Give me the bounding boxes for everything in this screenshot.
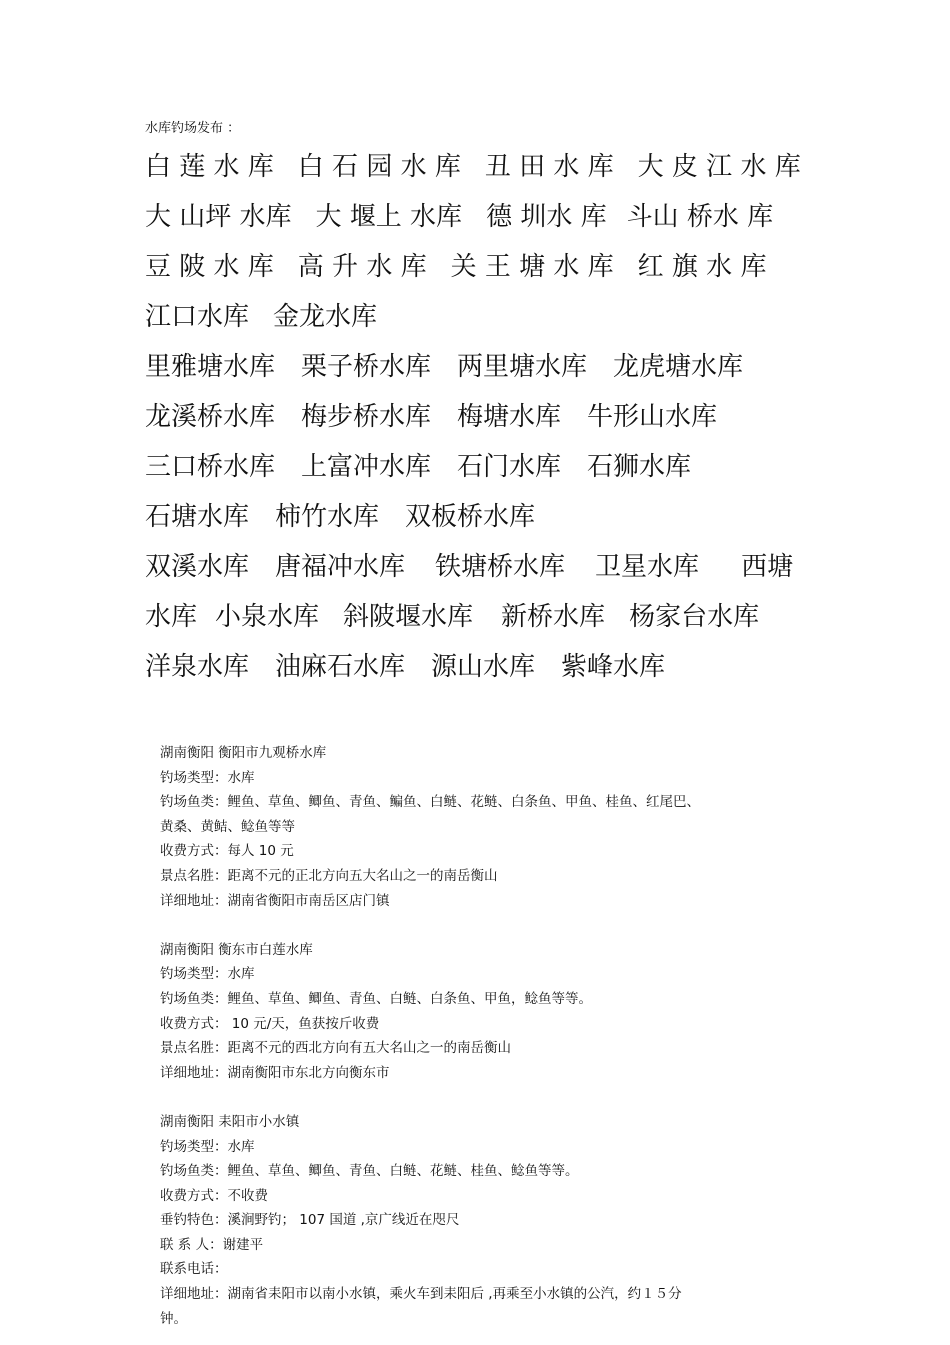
record-line: 钓场鱼类：鲤鱼、草鱼、鲫鱼、青鱼、白鲢、白条鱼、甲鱼，鲶鱼等等。: [160, 990, 592, 1007]
reservoir-name: 丑 田 水 库: [484, 152, 614, 182]
reservoir-name: 石塘水库: [145, 502, 250, 532]
reservoir-name: 上富冲水库: [301, 452, 432, 482]
fishing-spot-record: [160, 938, 820, 1086]
record-line: 景点名胜：距离不元的西北方向有五大名山之一的南岳衡山: [160, 1040, 511, 1057]
record-line: 景点名胜：距离不元的正北方向五大名山之一的南岳衡山: [160, 867, 498, 884]
intro-heading: 水库钓场发布 ：: [145, 121, 241, 136]
fishing-spot-record: [160, 1110, 820, 1331]
reservoir-name: 白 莲 水 库: [145, 152, 274, 182]
record-line: 联 系 人：谢建平: [160, 1236, 264, 1253]
reservoir-name: 白 石 园 水 库: [297, 152, 461, 182]
reservoir-name: 斗山 桥水 库: [626, 202, 774, 232]
reservoir-name: 铁塘桥水库: [435, 552, 566, 582]
record-line: 黄桑、黄鲒、鲶鱼等等: [160, 818, 295, 835]
reservoir-name: 小泉水库: [215, 602, 320, 632]
reservoir-name: 龙虎塘水库: [613, 352, 744, 382]
reservoir-name: 油麻石水库: [275, 652, 406, 682]
reservoir-name: 双溪水库: [145, 552, 250, 582]
record-title: 湖南衡阳 衡阳市九观桥水库: [160, 745, 327, 761]
reservoir-line: [145, 492, 825, 542]
record-title: 湖南衡阳 衡东市白莲水库: [160, 941, 313, 958]
record-line: 钓场鱼类：鲤鱼、草鱼、鲫鱼、青鱼、白鲢、花鲢、桂鱼、鲶鱼等等。: [160, 1163, 579, 1180]
reservoir-name: 大 堰上 水库: [315, 202, 463, 232]
reservoir-name: 江口水库: [145, 302, 250, 332]
record-line: 收费方式： 10 元/天，鱼获按斤收费: [160, 1015, 380, 1032]
record-title: 湖南衡阳 耒阳市小水镇: [160, 1113, 300, 1130]
record-line: 详细地址：湖南省耒阳市以南小水镇，乘火车到耒阳后 ,再乘至小水镇的公汽，约１５分: [160, 1286, 682, 1303]
reservoir-name: 栗子桥水库: [301, 352, 432, 382]
reservoir-name: 高 升 水 库: [297, 252, 427, 282]
reservoir-line: [145, 642, 825, 692]
reservoir-name: 大 山坪 水库: [145, 202, 292, 232]
reservoir-name: 杨家台水库: [629, 602, 760, 632]
reservoir-list: [145, 142, 825, 692]
reservoir-name: 新桥水库: [501, 602, 606, 632]
record-line: 钓场类型：水库: [160, 769, 255, 786]
reservoir-name: 里雅塘水库: [145, 352, 276, 382]
reservoir-name: 双板桥水库: [405, 502, 536, 532]
reservoir-name: 大 皮 江 水 库: [637, 152, 801, 182]
record-line: 垂钓特色：溪涧野钓； 107 国道 ,京广线近在咫尺: [160, 1212, 460, 1229]
reservoir-name: 西塘: [741, 552, 794, 582]
reservoir-name: 金龙水库: [273, 302, 378, 332]
reservoir-line: [145, 392, 825, 442]
reservoir-name: 龙溪桥水库: [145, 402, 276, 432]
reservoir-line: [145, 142, 825, 192]
reservoir-line: [145, 542, 825, 592]
fishing-spot-record: [160, 741, 820, 913]
reservoir-name: 斜陂堰水库: [343, 602, 474, 632]
reservoir-name: 卫星水库: [595, 552, 700, 582]
record-line: 钓场类型：水库: [160, 966, 255, 983]
reservoir-name: 德 圳水 库: [486, 202, 607, 232]
reservoir-name: 洋泉水库: [145, 652, 250, 682]
reservoir-line: [145, 292, 825, 342]
reservoir-name: 石狮水库: [587, 452, 692, 482]
record-line: 钓场类型：水库: [160, 1138, 255, 1155]
reservoir-name: 豆 陂 水 库: [145, 252, 274, 282]
reservoir-name: 源山水库: [431, 652, 536, 682]
reservoir-name: 红 旗 水 库: [637, 252, 767, 282]
reservoir-name: 牛形山水库: [587, 402, 718, 432]
record-line: 收费方式：每人 10 元: [160, 843, 294, 860]
fishing-spot-records: [160, 741, 820, 1331]
record-line: 详细地址：湖南省衡阳市南岳区店门镇: [160, 892, 390, 909]
reservoir-line: [145, 342, 825, 392]
reservoir-name: 水库: [145, 602, 198, 632]
reservoir-name: 三口桥水库: [145, 452, 276, 482]
reservoir-name: 石门水库: [457, 452, 562, 482]
reservoir-line: [145, 442, 825, 492]
reservoir-line: [145, 192, 825, 242]
reservoir-name: 两里塘水库: [457, 352, 588, 382]
reservoir-name: 紫峰水库: [561, 652, 666, 682]
reservoir-name: 梅步桥水库: [301, 402, 432, 432]
record-line: 详细地址：湖南衡阳市东北方向衡东市: [160, 1064, 390, 1081]
reservoir-name: 唐福冲水库: [275, 552, 406, 582]
record-line: 收费方式：不收费: [160, 1187, 268, 1204]
reservoir-name: 梅塘水库: [457, 402, 562, 432]
record-line: 联系电话：: [160, 1261, 228, 1278]
record-line: 钓场鱼类：鲤鱼、草鱼、鲫鱼、青鱼、鳊鱼、白鲢、花鲢、白条鱼、甲鱼、桂鱼、红尾巴、: [160, 794, 700, 811]
reservoir-line: [145, 592, 825, 642]
reservoir-name: 柿竹水库: [275, 502, 380, 532]
record-line: 钟。: [160, 1310, 187, 1327]
reservoir-line: [145, 242, 825, 292]
reservoir-name: 关 王 塘 水 库: [450, 252, 614, 282]
